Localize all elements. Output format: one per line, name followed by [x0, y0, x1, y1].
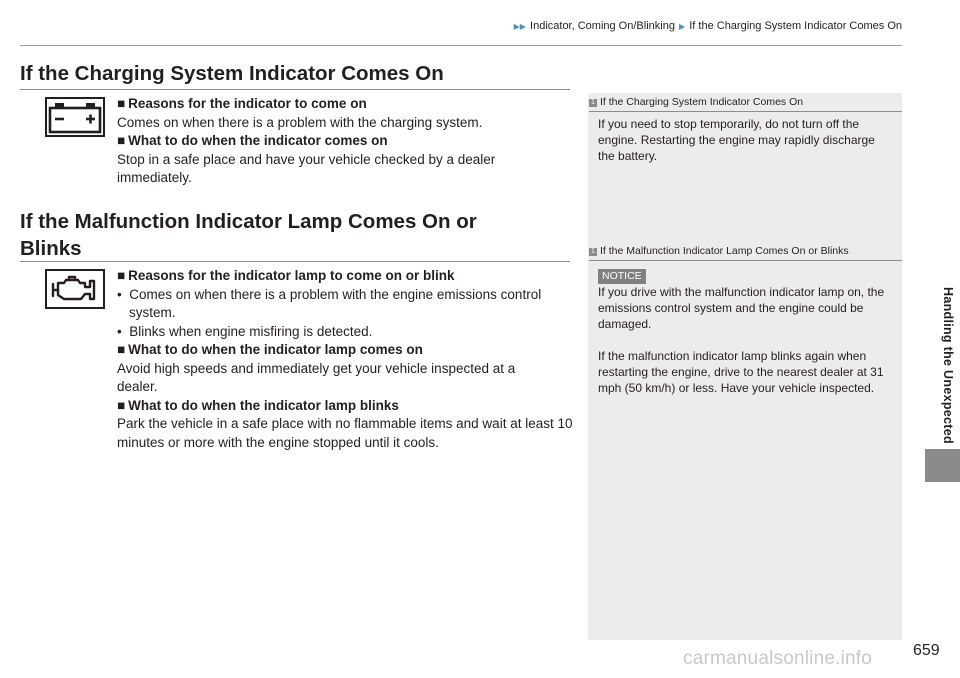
section-title-charging: If the Charging System Indicator Comes On	[20, 62, 444, 85]
page-number: 659	[913, 642, 940, 659]
subheading: ■ Reasons for the indicator to come on	[117, 95, 575, 114]
section-title-line: Blinks	[20, 237, 82, 260]
breadcrumb-arrow-icon: ▶▶	[513, 22, 526, 31]
notice-badge: NOTICE	[598, 269, 646, 284]
reference-marker-icon: 1	[589, 99, 597, 107]
section-divider	[20, 89, 570, 90]
section-title-malfunction	[20, 208, 477, 262]
breadcrumb-section[interactable]: Indicator, Coming On/Blinking	[530, 20, 675, 32]
note-body-malfunction	[598, 267, 894, 396]
note-title-text: If the Charging System Indicator Comes On	[600, 96, 804, 108]
note-title-text: If the Malfunction Indicator Lamp Comes On or Blinks	[600, 245, 849, 257]
breadcrumb	[513, 20, 902, 32]
breadcrumb-arrow-icon: ▶	[679, 22, 686, 31]
chapter-tab-label[interactable]: Handling the Unexpected	[941, 287, 955, 444]
body-text: Park the vehicle in a safe place with no flammable items and wait at least 10 minutes or more with the engine stopped until it cools.	[117, 416, 573, 450]
subheading: ■ What to do when the indicator lamp comes on	[117, 341, 575, 360]
subheading: ■ What to do when the indicator lamp blinks	[117, 397, 575, 416]
note-text: If the malfunction indicator lamp blinks again when restarting the engine, drive to the nearest dealer at 31 mph (50 km/h) or less. Have your vehicle inspected.	[598, 349, 884, 395]
chapter-tab-marker[interactable]	[925, 449, 960, 482]
note-body-charging	[598, 116, 894, 164]
note-title-malfunction[interactable]	[589, 245, 849, 257]
note-text: If you drive with the malfunction indicator lamp on, the emissions control system and the engine could be damaged.	[598, 285, 885, 331]
note-divider	[589, 260, 902, 261]
section-divider	[20, 261, 570, 262]
section-body-malfunction	[117, 267, 575, 452]
body-text: Avoid high speeds and immediately get your vehicle inspected at a dealer.	[117, 360, 516, 394]
header-divider	[20, 45, 902, 46]
body-text: Stop in a safe place and have your vehicle checked by a dealer immediately.	[117, 151, 496, 185]
engine-icon	[45, 269, 105, 309]
reference-marker-icon: 1	[589, 248, 597, 256]
battery-icon	[45, 97, 105, 137]
note-text: If you need to stop temporarily, do not turn off the engine. Restarting the engine may rapidly discharge the battery.	[598, 117, 875, 163]
body-text: Comes on when there is a problem with the charging system.	[117, 114, 483, 130]
section-title-line: If the Malfunction Indicator Lamp Comes On or	[20, 210, 477, 233]
subheading: ■ Reasons for the indicator lamp to come on or blink	[117, 267, 575, 286]
note-title-charging[interactable]	[589, 96, 803, 108]
section-body-charging	[117, 95, 575, 188]
watermark: carmanualsonline.info	[683, 648, 873, 669]
note-divider	[589, 111, 902, 112]
breadcrumb-current: If the Charging System Indicator Comes On	[689, 20, 902, 32]
bullet-item: • Comes on when there is a problem with the engine emissions control system.	[117, 286, 575, 323]
subheading: ■ What to do when the indicator comes on	[117, 132, 575, 151]
bullet-item: • Blinks when engine misfiring is detected.	[117, 323, 575, 342]
